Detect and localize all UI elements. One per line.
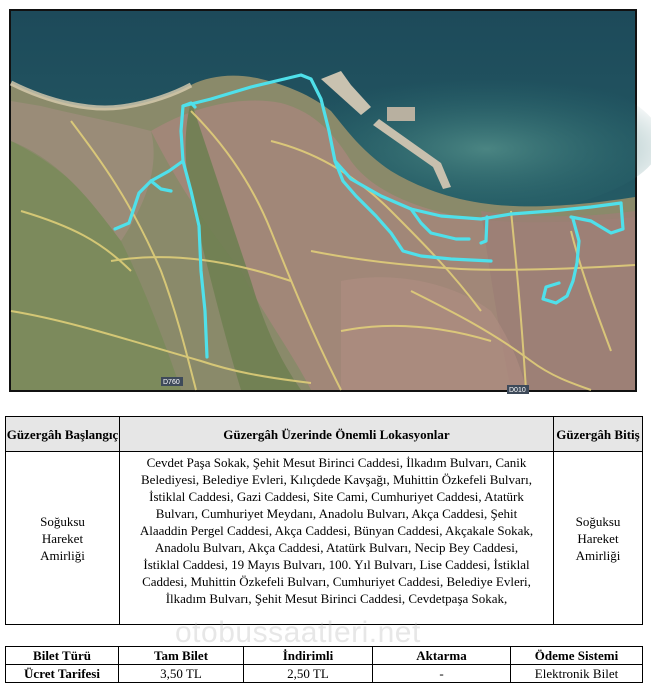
road-label-d760: D760 (163, 379, 180, 386)
route-end-header: Güzergâh Bitiş (554, 417, 643, 452)
route-table (5, 416, 643, 625)
transfer-header: Aktarma (373, 647, 511, 665)
full-fare-header: Tam Bilet (119, 647, 244, 665)
route-start-cell (6, 452, 120, 625)
ticket-type-header: Bilet Türü (6, 647, 119, 665)
route-table-row (6, 452, 643, 625)
route-locations-text: Cevdet Paşa Sokak, Şehit Mesut Birinci Caddesi, İlkadım Bulvarı, Canik Belediyesi, Belediye Evleri, Kılıçdede Kavşağı, Muhittin Özkefeli Bulvarı, İstiklal Caddesi, Gazi Caddesi, Site Cami, Cumhuriyet Caddesi, Atatürk Bulvarı, Cumhuriyet Meydanı, Anadolu Bulvarı, Akça Caddesi, Şehit Alaaddin Pergel Caddesi, Akça Caddesi, Bünyan Caddesi, Akçakale Sokak, Anadolu Bulvarı, Akça Caddesi, Atatürk Bulvarı, Necip Bey Caddesi, İstiklal Caddesi, 19 Mayıs Bulvarı, 100. Yıl Bulvarı, Lise Caddesi, İstiklal Caddesi, Muhittin Özkefeli Bulvarı, Cumhuriyet Caddesi, Belediye Evleri, İlkadım Bulvarı, Şehit Mesut Birinci Caddesi, Cevdetpaşa Sokak, (139, 455, 534, 606)
route-locations-header: Güzergâh Üzerinde Önemli Lokasyonlar (120, 417, 554, 452)
discount-fare-header: İndirimli (244, 647, 373, 665)
payment-system-header: Ödeme Sistemi (511, 647, 643, 665)
route-start-text: Soğuksu Hareket Amirliği (40, 513, 85, 563)
route-map (9, 9, 637, 392)
ticket-row (6, 665, 643, 683)
route-start-header: Güzergâh Başlangıç (6, 417, 120, 452)
route-table-header-row (6, 417, 643, 452)
ticket-table (5, 646, 643, 683)
transfer-value: - (373, 665, 511, 683)
site-watermark: otobussaatleri.net (175, 616, 421, 649)
route-locations-cell (120, 452, 554, 625)
ticket-header-row (6, 647, 643, 665)
full-fare-value: 3,50 TL (119, 665, 244, 683)
road-label-d010: D010 (509, 387, 526, 394)
payment-system-value: Elektronik Bilet (511, 665, 643, 683)
discount-fare-value: 2,50 TL (244, 665, 373, 683)
fare-tariff-label: Ücret Tarifesi (6, 665, 119, 683)
route-end-text: Soğuksu Hareket Amirliği (575, 513, 621, 563)
route-end-cell (554, 452, 643, 625)
